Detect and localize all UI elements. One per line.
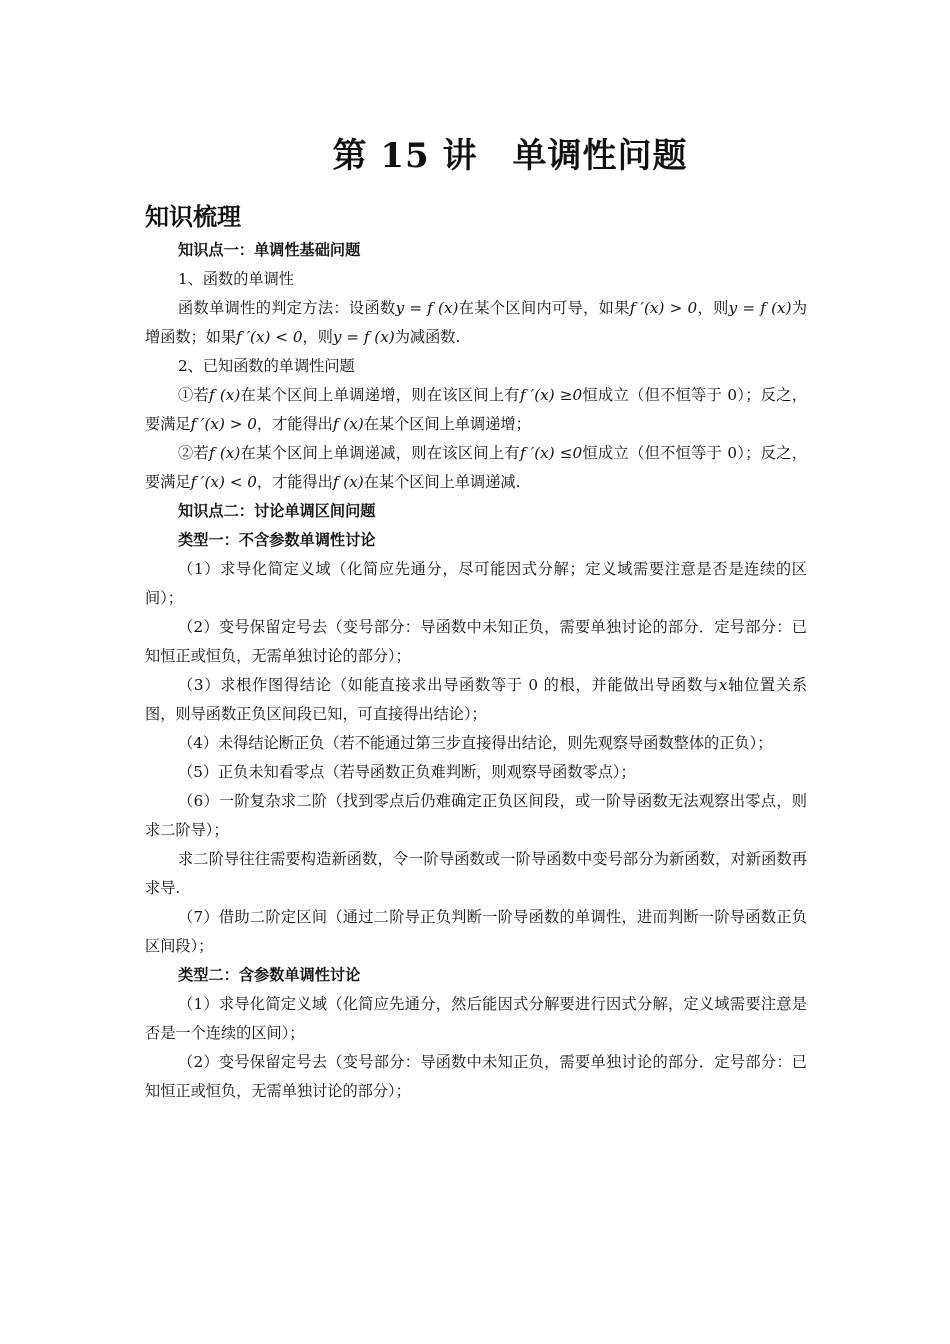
document-body [145,236,807,1106]
type1-step-5: （5）正负未知看零点（若导函数正负难判断，则观察导函数零点）； [178,763,636,781]
kp1-heading: 知识点一：单调性基础问题 [178,241,361,259]
type1-step-1: （1）求导化简定义域（化简应先通分，尽可能因式分解；定义域需要注意是否是连续的区间）； [145,560,807,607]
kp1-sub1: 1、函数的单调性 [178,270,294,288]
formula-fprime-le0: f ′(x) ≤0 [519,444,583,462]
decreasing-paragraph [145,439,807,497]
formula-fprime-gt0: f ′(x) > 0 [190,415,257,433]
kp1-sub2: 2、已知函数的单调性问题 [178,357,355,375]
section-heading: 知识梳理 [145,202,241,231]
method-paragraph [145,294,807,352]
text: 为增函数；如果 [145,299,808,346]
page-title: 第 15 讲 单调性问题 [332,136,688,176]
type1-step-7: （7）借助二阶定区间（通过二阶导正负判断一阶导函数的单调性，进而判断一阶导函数正负区间段）； [145,908,807,955]
variable-x: x [718,676,728,694]
formula-fx: f (x) [332,415,364,433]
formula-fx: f (x) [332,473,364,491]
text: ，才能得出 [256,473,333,491]
text: 轴位置关系图，则导函数正负区间段已知，可直接得出结论）； [145,676,808,723]
text: ②若 [178,444,210,462]
text: 在某个区间上单调递减，则在该区间上有 [240,444,520,462]
type1-step-6: （6）一阶复杂求二阶（找到零点后仍难确定正负区间段，或一阶导函数无法观察出零点，则求二阶导）； [145,792,807,839]
type1-step-4: （4）未得结论断正负（若不能通过第三步直接得出结论，则先观察导函数整体的正负）； [178,734,773,752]
text: 为减函数. [394,328,461,346]
text: 恒成立（但不恒等于 0）；反之，要满足 [145,386,808,433]
formula-fx: f (x) [209,386,241,404]
kp2-heading: 知识点二：讨论单调区间问题 [178,502,376,520]
text: 在某个区间上单调递增； [363,415,531,433]
text: ，才能得出 [256,415,333,433]
formula-fx: f (x) [209,444,241,462]
type1-heading: 类型一：不含参数单调性讨论 [178,531,376,549]
formula-fprime-gt0: f ′(x) > 0 [629,299,698,317]
text: （3）求根作图得结论（如能直接求出导函数等于 0 的根，并能做出导函数与 [178,676,719,694]
type1-step-6-note: 求二阶导往往需要构造新函数，令一阶导函数或一阶导函数中变号部分为新函数，对新函数再求导. [145,850,807,897]
text: ，则 [697,299,729,317]
increasing-paragraph [145,381,807,439]
type2-heading: 类型二：含参数单调性讨论 [178,966,361,984]
type1-step-3 [145,671,807,729]
formula-fprime-lt0: f ′(x) < 0 [190,473,257,491]
text: 在某个区间上单调递减. [363,473,521,491]
text: 函数单调性的判定方法：设函数 [178,299,396,317]
type2-step-2: （2）变号保留定号去（变号部分：导函数中未知正负，需要单独讨论的部分．定号部分：已知恒正或恒负，无需单独讨论的部分）； [145,1053,807,1100]
formula-fprime-lt0: f ′(x) < 0 [236,328,303,346]
text: 恒成立（但不恒等于 0）；反之，要满足 [145,444,808,491]
formula-y-eq-fx: y = f (x) [332,328,395,346]
formula-y-eq-fx: y = f (x) [728,299,792,317]
type2-step-1: （1）求导化简定义域（化简应先通分，然后能因式分解要进行因式分解，定义域需要注意是否是一个连续的区间）； [145,995,807,1042]
text: 在某个区间内可导，如果 [458,299,630,317]
text: ①若 [178,386,210,404]
text: ，则 [302,328,333,346]
formula-y-eq-fx: y = f (x) [395,299,459,317]
type1-step-2: （2）变号保留定号去（变号部分：导函数中未知正负，需要单独讨论的部分．定号部分：已知恒正或恒负，无需单独讨论的部分）； [145,618,807,665]
text: 在某个区间上单调递增，则在该区间上有 [240,386,520,404]
formula-fprime-ge0: f ′(x) ≥0 [519,386,583,404]
